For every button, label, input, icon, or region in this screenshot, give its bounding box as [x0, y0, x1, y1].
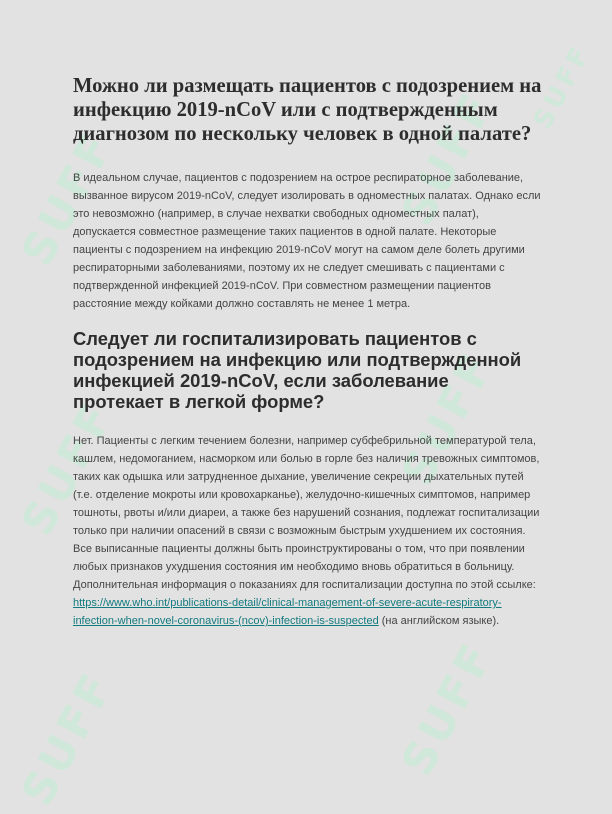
link-suffix: (на английском языке). — [378, 615, 500, 627]
document-body — [73, 74, 543, 630]
watermark: SUFF — [12, 123, 125, 274]
watermark: SUFF — [392, 633, 505, 784]
watermark: SUFF — [528, 39, 598, 135]
watermark: SUFF — [392, 343, 505, 494]
section-paragraph-1: В идеальном случае, пациентов с подозрением на острое респираторное заболевание, вызванное вирусом 2019-nCoV, следует изолировать в одноместных палатах. Однако если это невозможно (например, в случае нехватки свободных одноместных палат), допускается совместное размещение таких пациентов в одной палате. Некоторые пациенты с подозрением на инфекцию 2019-nCoV могут на самом деле болеть другими респираторными заболеваниями, поэтому их не следует смешивать с пациентами с подтвержденной инфекцией 2019-nCoV. При совместном размещении пациентов расстояние между койками должно составлять не менее 1 метра. — [73, 172, 541, 310]
paragraph-text: Нет. Пациенты с легким течением болезни, например субфебрильной температурой тела, кашлем, недомоганием, насморком или болью в горле без наличия тревожных симптомов, таких как одышка или затрудненное дыхание, увеличение секреции дыхательных путей (т.е. отделение мокроты или кровохарканье), желудочно-кишечных симптомов, например тошноты, рвоты и/или диареи, а также без нарушений сознания, подлежат госпитализации только при наличии опасений в связи с возможным быстрым ухудшением их состояния. Все выписанные пациенты должны быть проинструктированы о том, что при появлении любых признаков ухудшения состояния им необходимо вновь обратиться в больницу. Дополнительная информация о показаниях для госпитализации доступна по этой ссылке: — [73, 435, 540, 591]
section-heading-2: Следует ли госпитализировать пациентов с подозрением на инфекцию или подтвержденной инфекцией 2019-nCoV, если заболевание протекает в легкой форме? — [73, 328, 522, 412]
who-link[interactable]: https://www.who.int/publications-detail/clinical-management-of-severe-acute-respiratory-infection-when-novel-coronavirus-(ncov)-infection-is-suspected — [73, 597, 502, 627]
section-paragraph-2 — [73, 432, 543, 630]
watermark: SUFF — [392, 83, 505, 234]
watermark: SUFF — [12, 393, 125, 544]
section-heading-1: Можно ли размещать пациентов с подозрением на инфекцию 2019-nCoV или с подтвержденным диагнозом по нескольку человек в одной палате? — [73, 75, 542, 145]
watermark: SUFF — [12, 663, 125, 814]
